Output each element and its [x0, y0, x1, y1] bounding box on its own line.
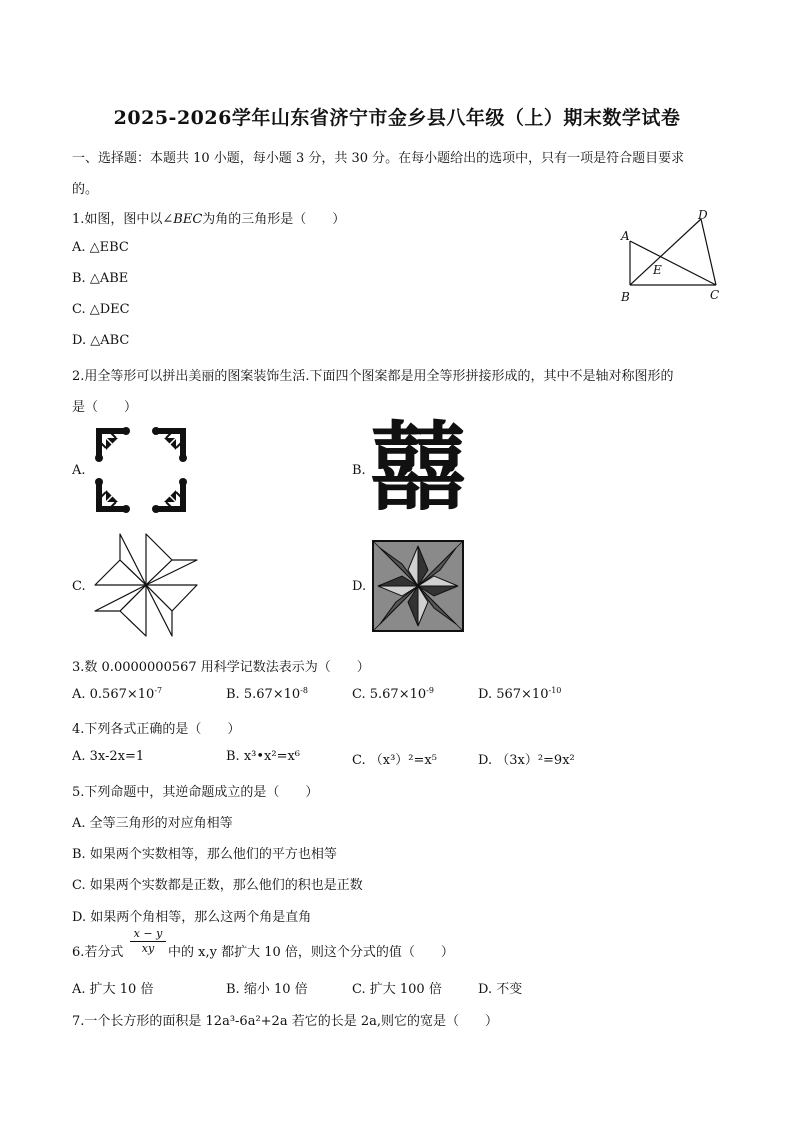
q4-option-b: B. x³•x²=x⁶ [226, 749, 301, 764]
question-7-stem: 7.一个长方形的面积是 12a³-6a²+2a 若它的长是 2a,则它的宽是（ ） [72, 1014, 498, 1029]
q2-label-b: B. [352, 463, 366, 478]
q1-triangle-figure [612, 205, 730, 307]
q2-pattern-d-star-square [372, 540, 464, 632]
question-2-line1: 2.用全等形可以拼出美丽的图案装饰生活.下面四个图案都是用全等形拼接形成的，其中不是轴对称图形的 [72, 369, 674, 384]
q6-fraction [130, 927, 166, 955]
q3-option-d: D. $567\times 10^{-10}$ [478, 686, 562, 702]
page-title: 2025-2026学年山东省济宁市金乡县八年级（上）期末数学试卷 [113, 107, 681, 129]
q2-pattern-b-double-happiness: 囍 [370, 418, 466, 520]
label-b: B [621, 290, 630, 304]
label-e: E [653, 263, 662, 277]
q6-option-c: C. 扩大 100 倍 [352, 982, 442, 997]
q2-label-d: D. [352, 579, 367, 594]
q5-option-a: A. 全等三角形的对应角相等 [72, 816, 233, 831]
q4-option-c: C. （x³）²=x⁵ [352, 753, 437, 768]
q2-pattern-a-corners [92, 424, 190, 516]
question-4-stem: 4.下列各式正确的是（ ） [72, 722, 241, 737]
q6-numerator: x − y [130, 927, 166, 942]
section-header-line1: 一、选择题：本题共 10 小题，每小题 3 分，共 30 分。在每小题给出的选项中，只有一项是符合题目要求 [72, 151, 685, 166]
q1-option-c: C. △DEC [72, 302, 130, 317]
q2-pattern-c-pinwheel [92, 532, 200, 638]
segment-ac [630, 241, 716, 285]
q1-option-a: A. △EBC [72, 240, 129, 255]
q3-option-a: A. $0.567\times 10^{-7}$ [72, 686, 163, 702]
segment-dc [701, 219, 716, 285]
q5-option-b: B. 如果两个实数相等，那么他们的平方也相等 [72, 847, 337, 862]
q2-label-a: A. [72, 463, 86, 478]
q5-option-d: D. 如果两个角相等，那么这两个角是直角 [72, 910, 312, 925]
q6-suffix: 中的 x,y 都扩大 10 倍，则这个分式的值（ ） [168, 945, 454, 960]
q6-option-d: D. 不变 [478, 982, 523, 997]
label-a: A [621, 229, 630, 243]
q1-option-d: D. △ABC [72, 333, 130, 348]
question-1-stem [72, 208, 345, 227]
segment-bd [630, 219, 701, 285]
q3-option-c: C. $5.67\times 10^{-9}$ [352, 686, 434, 702]
q1-angle: ∠BEC [162, 212, 203, 227]
q5-option-c: C. 如果两个实数都是正数，那么他们的积也是正数 [72, 878, 363, 893]
question-3-stem: 3.数 0.0000000567 用科学记数法表示为（ ） [72, 660, 370, 675]
q2-label-c: C. [72, 579, 86, 594]
q1-option-b: B. △ABE [72, 271, 129, 286]
q3-option-b: B. $5.67\times 10^{-8}$ [226, 686, 308, 702]
q6-denominator: xy [141, 942, 155, 955]
question-2-line2: 是（ ） [72, 400, 138, 415]
q1-suffix: 为角的三角形是（ ） [202, 212, 346, 227]
q4-option-a: A. 3x-2x=1 [72, 749, 145, 764]
q6-option-a: A. 扩大 10 倍 [72, 982, 154, 997]
section-header-line2: 的。 [72, 182, 99, 197]
q1-prefix: 1.如图，图中以 [72, 212, 163, 227]
question-5-stem: 5.下列命题中，其逆命题成立的是（ ） [72, 785, 319, 800]
q4-option-d: D. （3x）²=9x² [478, 753, 575, 768]
label-d: D [698, 208, 708, 222]
q6-option-b: B. 缩小 10 倍 [226, 982, 308, 997]
label-c: C [710, 288, 720, 302]
q6-prefix: 6.若分式 [72, 945, 124, 960]
